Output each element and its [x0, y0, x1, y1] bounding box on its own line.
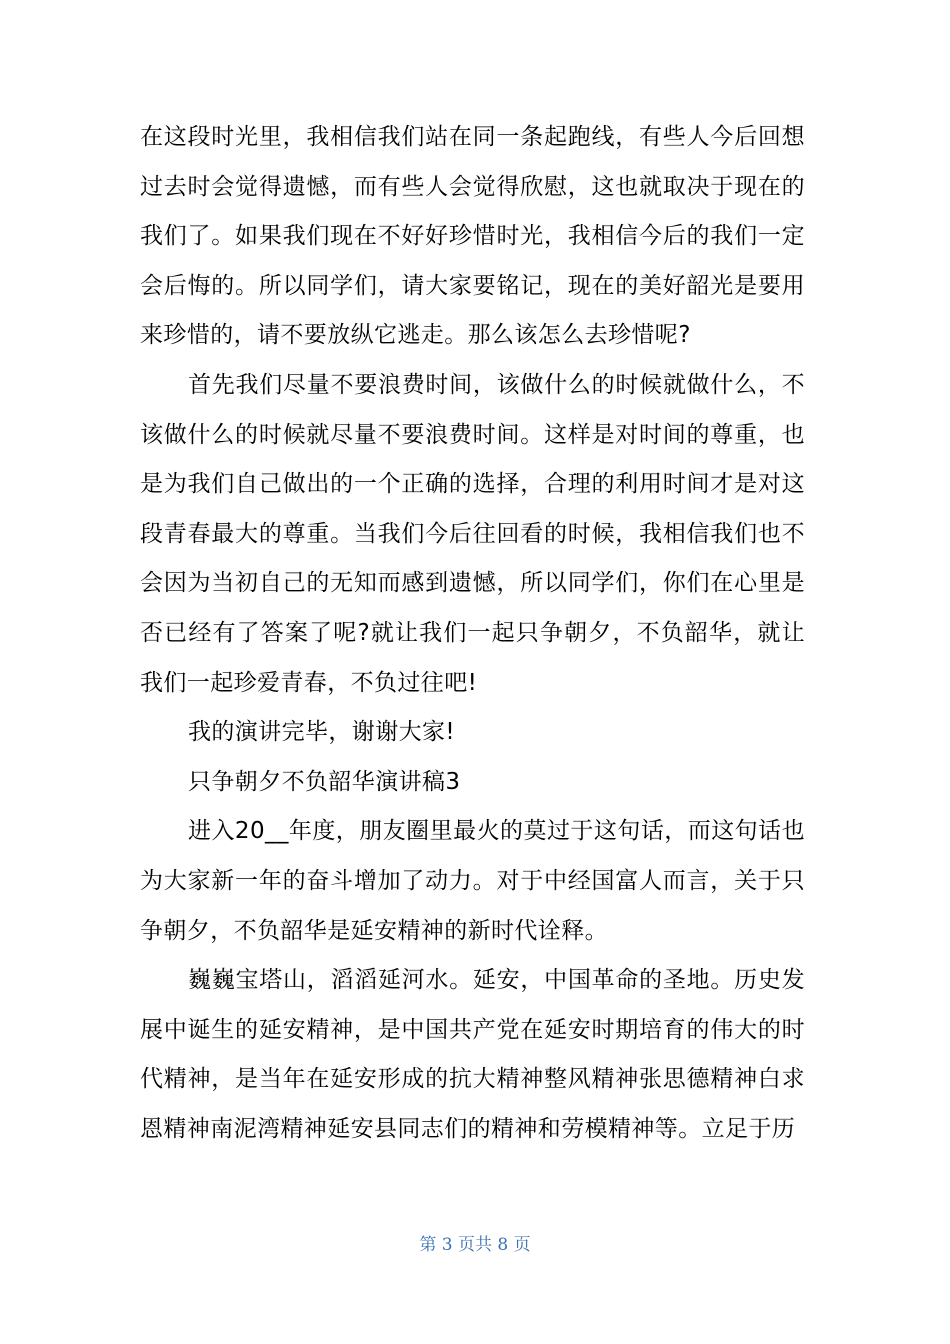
- paragraph-4: 巍巍宝塔山，滔滔延河水。延安，中国革命的圣地。历史发展中诞生的延安精神，是中国共产党在延安时期培育的伟大的时代精神，是当年在延安形成的抗大精神整风精神张思德精神白求恩精神南泥湾精神延安县同志们的精神和劳模精神等。立足于历: [140, 967, 805, 1142]
- paragraph-closing: 我的演讲完毕，谢谢大家!: [188, 719, 456, 746]
- paragraph-3: 进入20__年度，朋友圈里最火的莫过于这句话，而这句话也为大家新一年的奋斗增加了动力。对于中经国富人而言，关于只争朝夕，不负韶华是延安精神的新时代诠释。: [140, 818, 805, 944]
- paragraph-1: 在这段时光里，我相信我们站在同一条起跑线，有些人今后回想过去时会觉得遗憾，而有些人会觉得欣慰，这也就取决于现在的我们了。如果我们现在不好好珍惜时光，我相信今后的我们一定会后悔的。所以同学们，请大家要铭记，现在的美好韶光是要用来珍惜的，请不要放纵它逃走。那么该怎么去珍惜呢?: [140, 124, 805, 349]
- section-heading: 只争朝夕不负韶华演讲稿3: [188, 768, 461, 795]
- paragraph-2: 首先我们尽量不要浪费时间，该做什么的时候就做什么，不该做什么的时候就尽量不要浪费时间。这样是对时间的尊重，也是为我们自己做出的一个正确的选择，合理的利用时间才是对这段青春最大的尊重。当我们今后往回看的时候，我相信我们也不会因为当初自己的无知而感到遗憾，所以同学们，你们在心里是否已经有了答案了呢?就让我们一起只争朝夕，不负韶华，就让我们一起珍爱青春，不负过往吧!: [140, 371, 805, 696]
- document-body: [140, 113, 805, 1154]
- page-number: 第 3 页共 8 页: [419, 1235, 531, 1255]
